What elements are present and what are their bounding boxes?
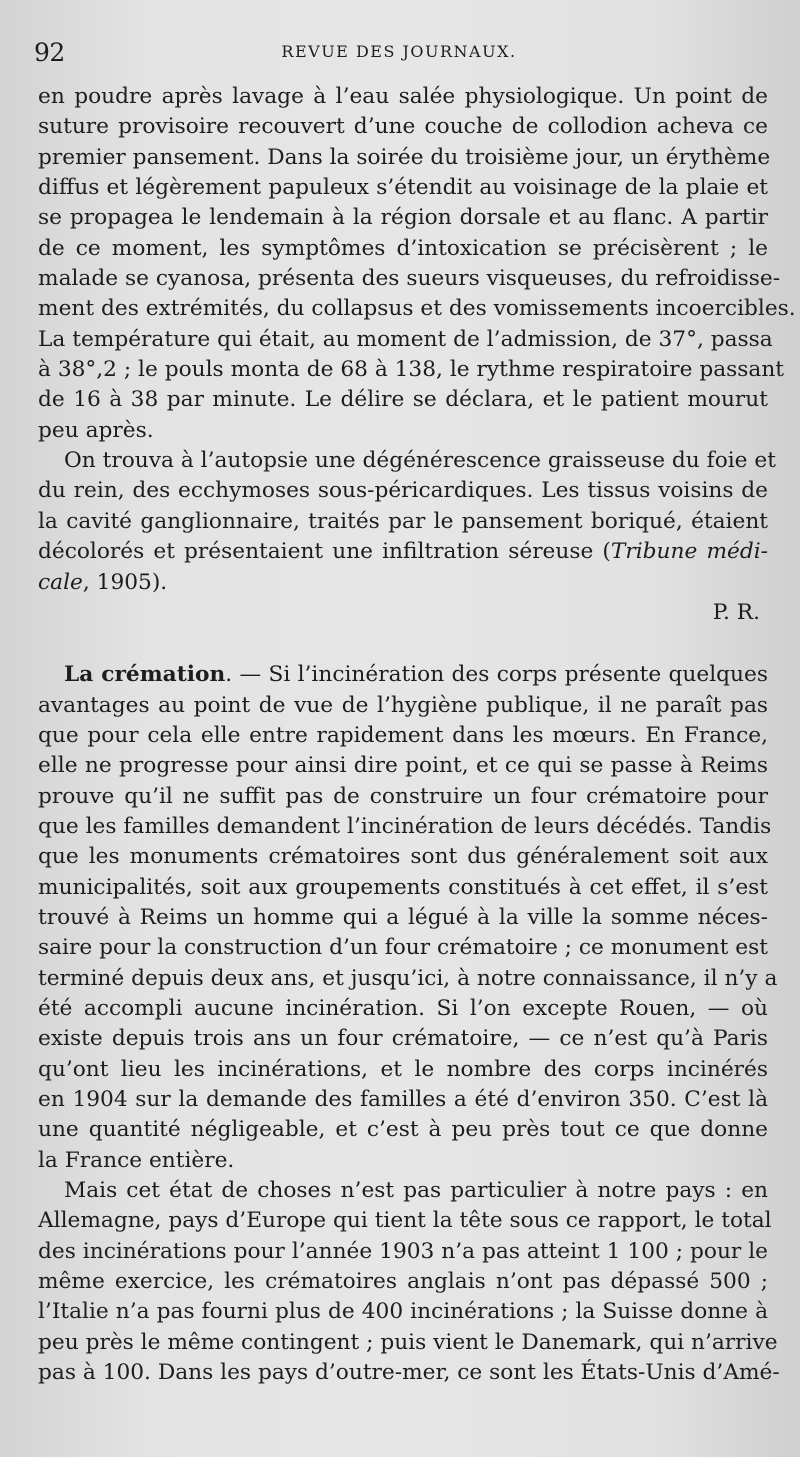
text-line: malade se cyanosa, présenta des sueurs visqueuses, du refroidisse- — [38, 266, 781, 292]
text-line: de 16 à 38 par minute. Le délire se déclara, et le patient mourut — [38, 387, 768, 413]
text-line: terminé depuis deux ans, et jusqu’ici, à notre connaissance, il n’y a — [38, 965, 778, 991]
citation-italic: cale — [38, 569, 83, 595]
paragraph-europe — [38, 1176, 780, 1388]
text-line: peu près le même contingent ; puis vient le Danemark, qui n’arrive — [38, 1329, 778, 1355]
text-line: prouve qu’il ne suffit pas de construire un four crématoire pour — [38, 783, 768, 809]
running-head: REVUE DES JOURNAUX. — [281, 42, 517, 61]
line-text: décolorés et présentaient une infiltration séreuse ( — [38, 539, 611, 565]
line-text: , 1905). — [82, 569, 168, 595]
article-cremation — [38, 660, 778, 1176]
text-line: existe depuis trois ans un four crématoire, — ce n’est qu’à Paris — [38, 1026, 768, 1052]
text-line: même exercice, les crématoires anglais n’ont pas dépassé 500 ; — [38, 1269, 768, 1295]
text-line: se propagea le lendemain à la région dorsale et au flanc. A partir — [38, 205, 768, 231]
paragraph-continuation — [38, 82, 796, 446]
text-line: que pour cela elle entre rapidement dans les mœurs. En France, — [38, 722, 768, 748]
text-line: de ce moment, les symptômes d’intoxication se précisèrent ; le — [38, 235, 768, 261]
text-line: premier pansement. Dans la soirée du troisième jour, un érythème — [38, 144, 771, 170]
text-line: en 1904 sur la demande des familles a été d’environ 350. C’est là — [38, 1087, 768, 1112]
body-text — [38, 82, 796, 1388]
text-line: pas à 100. Dans les pays d’outre-mer, ce sont les États-Unis d’Amé- — [38, 1360, 780, 1386]
section-spacer — [38, 628, 768, 660]
text-line — [38, 537, 768, 567]
text-line: l’Italie n’a pas fourni plus de 400 incinérations ; la Suisse donne à — [38, 1299, 768, 1325]
text-line: Allemagne, pays d’Europe qui tient la tête sous ce rapport, le total — [38, 1208, 772, 1234]
text-line: du rein, des ecchymoses sous-péricardiques. Les tissus voisins de — [38, 478, 768, 504]
text-line: que les familles demandent l’incinération de leurs décédés. Tandis — [38, 813, 772, 839]
text-line: la France entière. — [38, 1147, 235, 1173]
text-line: la cavité ganglionnaire, traités par le pansement boriqué, étaient — [38, 508, 768, 534]
text-line: que les monuments crématoires sont dus généralement soit aux — [38, 844, 768, 870]
text-line: saire pour la construction d’un four crématoire ; ce monument est — [38, 935, 768, 961]
text-line: en poudre après lavage à l’eau salée physiologique. Un point de — [38, 84, 768, 109]
text-line: peu après. — [38, 417, 154, 443]
text-line: elle ne progresse pour ainsi dire point, et ce qui se passe à Reims — [38, 753, 768, 779]
line-text: . — Si l’incinération des corps présente quelques — [225, 662, 768, 688]
page-header — [34, 38, 764, 72]
page-number: 92 — [34, 38, 65, 67]
text-line: ment des extrémités, du collapsus et des vomissements incoercibles. — [38, 296, 796, 322]
text-line: Mais cet état de choses n’est pas particulier à notre pays : en — [64, 1178, 768, 1204]
author-initials: P. R. — [712, 599, 760, 625]
citation-italic: Tribune médi- — [610, 539, 768, 565]
paragraph-autopsy — [38, 446, 776, 628]
text-line: des incinérations pour l’année 1903 n’a pas atteint 1 100 ; pour le — [38, 1238, 768, 1264]
text-line: La température qui était, au moment de l’admission, de 37°, passa — [38, 326, 773, 352]
text-line — [38, 568, 768, 598]
text-line: suture provisoire recouvert d’une couche de collodion acheva ce — [38, 114, 768, 140]
text-line: une quantité négligeable, et c’est à peu près tout ce que donne — [38, 1117, 768, 1143]
text-line: On trouva à l’autopsie une dégénérescence graisseuse du foie et — [64, 448, 776, 474]
text-line — [38, 660, 768, 690]
text-line: été accompli aucune incinération. Si l’on excepte Rouen, — où — [38, 995, 768, 1021]
text-line: avantages au point de vue de l’hygiène publique, il ne paraît pas — [38, 692, 768, 718]
article-title: La crémation — [64, 662, 226, 688]
text-line: diffus et légèrement papuleux s’étendit au voisinage de la plaie et — [38, 175, 768, 201]
text-line: qu’ont lieu les incinérations, et le nombre des corps incinérés — [38, 1056, 768, 1082]
text-line: à 38°,2 ; le pouls monta de 68 à 138, le rythme respiratoire passant — [38, 357, 785, 383]
text-line: municipalités, soit aux groupements constitués à cet effet, il s’est — [38, 874, 768, 900]
text-line: trouvé à Reims un homme qui a légué à la ville la somme néces- — [38, 904, 768, 930]
